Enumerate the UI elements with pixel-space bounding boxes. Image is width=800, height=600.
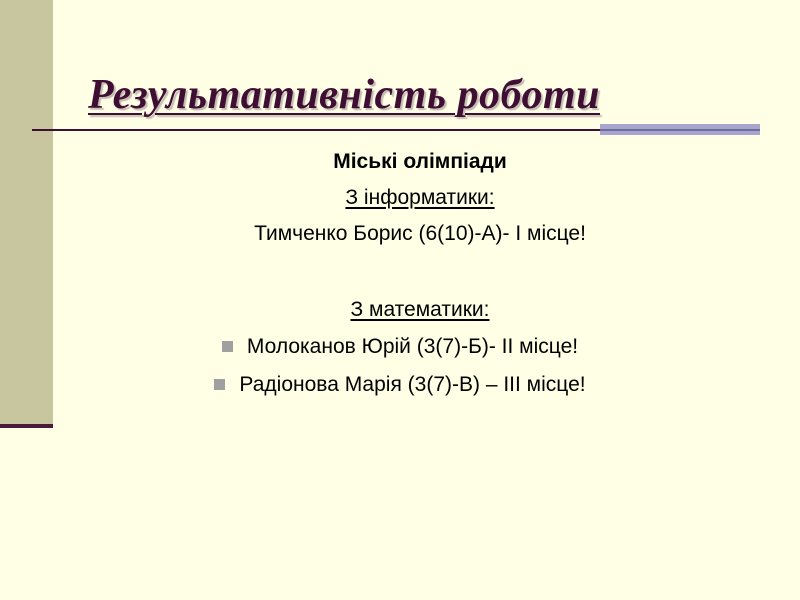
- list-item-text: Молоканов Юрій (3(7)-Б)- ІІ місце!: [246, 335, 579, 358]
- slide-body: [0, 144, 800, 404]
- body-heading: Міські олімпіади: [333, 150, 507, 173]
- list-item: [0, 366, 800, 404]
- square-bullet-icon: [222, 341, 233, 352]
- informatics-label: З інформатики:: [345, 186, 495, 209]
- slide-title: Результативність роботи: [88, 72, 600, 118]
- title-divider-accent-line: [600, 129, 760, 131]
- math-label: З математики:: [350, 298, 490, 321]
- informatics-result: Тимченко Борис (6(10)-А)- І місце!: [254, 222, 586, 245]
- list-item: [0, 328, 800, 366]
- title-divider-line: [32, 129, 602, 131]
- list-item-text: Радіонова Марія (3(7)-В) – ІІІ місце!: [239, 373, 586, 396]
- blank-spacer: [0, 252, 800, 292]
- square-bullet-icon: [214, 379, 225, 390]
- left-bar-underline: [0, 424, 53, 428]
